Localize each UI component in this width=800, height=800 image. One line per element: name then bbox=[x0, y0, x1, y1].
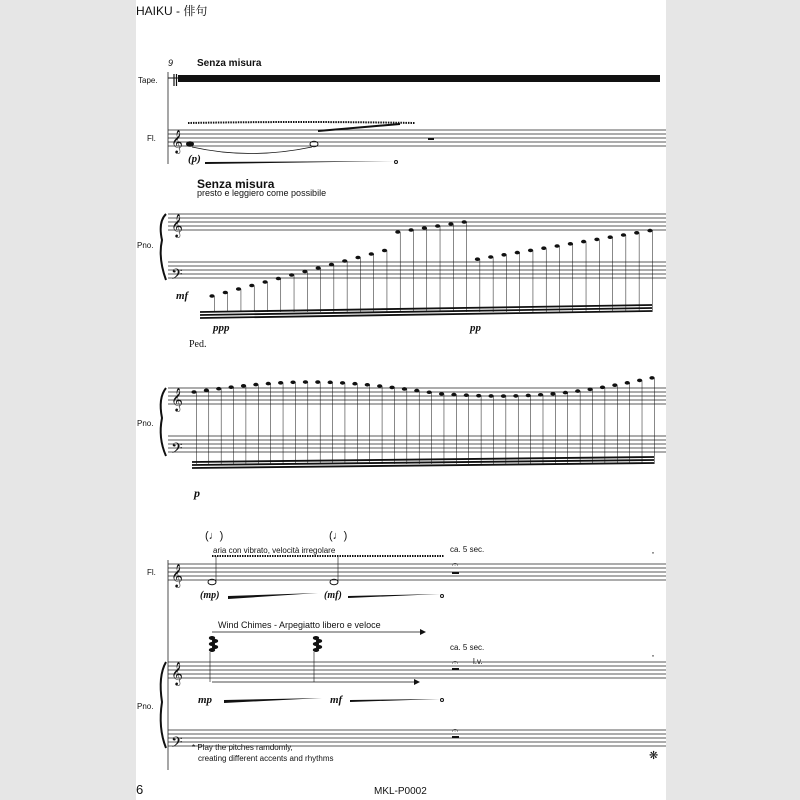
piano-note bbox=[223, 291, 228, 295]
dynamic-flute-p: (p) bbox=[188, 153, 201, 165]
flute-note-value-2: (♩) bbox=[329, 530, 348, 542]
piano-note bbox=[241, 384, 246, 388]
piano-note bbox=[427, 390, 432, 394]
piano-note bbox=[608, 235, 613, 239]
bass-clef: 𝄢 bbox=[171, 440, 183, 461]
hairpin bbox=[205, 161, 395, 164]
niente-circle bbox=[441, 595, 444, 598]
piano-note bbox=[464, 393, 469, 397]
piano-note bbox=[488, 394, 493, 398]
flute-dynamic-mp: (mp) bbox=[200, 590, 220, 601]
piano-note bbox=[236, 287, 241, 291]
piano-note bbox=[229, 385, 234, 389]
catalog-number: MKL-P0002 bbox=[374, 786, 427, 797]
piano-note bbox=[369, 252, 374, 256]
piano-note bbox=[315, 380, 320, 384]
piano-note bbox=[448, 222, 453, 226]
piano-note bbox=[600, 386, 605, 390]
treble-clef: 𝄞 bbox=[171, 661, 183, 685]
instrument-piano-2: Pno. bbox=[137, 419, 154, 428]
piano-note bbox=[439, 392, 444, 396]
piano-bass-staff-2 bbox=[168, 436, 666, 452]
piano-note bbox=[488, 255, 493, 259]
piano-note bbox=[342, 259, 347, 263]
piano-note bbox=[501, 253, 506, 257]
piano-note bbox=[414, 389, 419, 393]
piano-note bbox=[209, 294, 214, 298]
piano-note bbox=[435, 224, 440, 228]
bass-clef: 𝄢 bbox=[171, 734, 183, 755]
piano-note bbox=[216, 387, 221, 391]
arrow-head bbox=[420, 629, 426, 635]
piano-treble-staff-3 bbox=[168, 662, 666, 678]
footnote-symbol: ❋ bbox=[649, 750, 659, 762]
piano-dynamic-mf: mf bbox=[330, 694, 343, 706]
fermata: 𝄐 bbox=[452, 558, 459, 571]
piano-note bbox=[377, 384, 382, 388]
tape-bar bbox=[178, 75, 660, 82]
piano-note bbox=[563, 391, 568, 395]
piano-note bbox=[528, 249, 533, 253]
tempo-piano: Senza misura bbox=[197, 177, 275, 191]
instrument-piano: Pno. bbox=[137, 241, 154, 250]
piano-bass-staff bbox=[168, 262, 666, 278]
tempo-piano-sub: presto e leggiero come possibile bbox=[197, 188, 327, 198]
piece-title: HAIKU - 俳句 bbox=[136, 4, 208, 18]
piano-note bbox=[451, 393, 456, 397]
piano-note bbox=[501, 394, 506, 398]
rest bbox=[428, 138, 434, 140]
piano-note bbox=[365, 383, 370, 387]
piano-note bbox=[515, 251, 520, 255]
piano-note bbox=[204, 389, 209, 393]
piano-note bbox=[302, 270, 307, 274]
piano-note bbox=[266, 382, 271, 386]
pedal-mark: Ped. bbox=[189, 339, 207, 350]
instrument-tape: Tape. bbox=[138, 76, 158, 85]
piano-note bbox=[289, 273, 294, 277]
flute-note bbox=[186, 141, 194, 147]
trill-line bbox=[188, 122, 415, 123]
piano-dot: · bbox=[651, 648, 655, 662]
instrument-flute-2: Fl. bbox=[147, 568, 156, 577]
piano-note bbox=[594, 238, 599, 242]
flute-duration: ca. 5 sec. bbox=[450, 545, 485, 554]
flute-dot: · bbox=[651, 545, 655, 559]
rest bbox=[452, 572, 459, 574]
piano-note bbox=[191, 390, 196, 394]
dynamic-piano-mf: mf bbox=[176, 290, 189, 302]
footnote-line-1: * Play the pitches ramdomly, bbox=[192, 743, 293, 752]
piano-note bbox=[290, 380, 295, 384]
piano-brace bbox=[161, 388, 166, 456]
tie bbox=[192, 147, 312, 154]
piano-note bbox=[253, 383, 258, 387]
piano-note bbox=[538, 393, 543, 397]
treble-clef: 𝄞 bbox=[171, 563, 183, 587]
footnote-line-2: creating different accents and rhythms bbox=[198, 754, 334, 763]
piano-note bbox=[402, 387, 407, 391]
piano-note bbox=[422, 226, 427, 230]
piano-note bbox=[621, 233, 626, 237]
piano-note bbox=[475, 257, 480, 261]
hairpin bbox=[224, 698, 322, 703]
dynamic-piano-ppp: ppp bbox=[213, 322, 230, 334]
piano-note bbox=[262, 280, 267, 284]
piano-note bbox=[352, 382, 357, 386]
flute-dynamic-mf: (mf) bbox=[324, 590, 342, 601]
instrument-flute: Fl. bbox=[147, 134, 156, 143]
measure-number: 9 bbox=[168, 58, 174, 68]
piano-note bbox=[303, 380, 308, 384]
piano-note bbox=[541, 246, 546, 250]
piano-note bbox=[637, 379, 642, 383]
hairpin bbox=[348, 594, 440, 598]
piano-note bbox=[382, 249, 387, 253]
treble-clef: 𝄞 bbox=[171, 129, 183, 153]
piano-duration: ca. 5 sec. bbox=[450, 643, 485, 652]
piano-note bbox=[513, 394, 518, 398]
piano-note bbox=[625, 381, 630, 385]
piano-note bbox=[550, 392, 555, 396]
bass-clef: 𝄢 bbox=[171, 266, 183, 287]
fermata: 𝄐 bbox=[452, 724, 459, 737]
cluster-note bbox=[313, 636, 319, 640]
piano-instruction: Wind Chimes - Arpegiatto libero e veloce bbox=[218, 620, 381, 630]
piano-note bbox=[340, 381, 345, 385]
piano-brace bbox=[161, 662, 166, 748]
piano-note bbox=[278, 381, 283, 385]
piano-note bbox=[526, 394, 531, 398]
piano-note bbox=[588, 388, 593, 392]
piano-note bbox=[328, 381, 333, 385]
piano-note bbox=[575, 389, 580, 393]
piano-note bbox=[612, 383, 617, 387]
piano-lv: l.v. bbox=[473, 657, 483, 666]
fermata: 𝄐 bbox=[452, 656, 459, 669]
arrow-head bbox=[414, 679, 420, 685]
piano-dynamic-mp: mp bbox=[198, 694, 213, 706]
piano-note bbox=[408, 228, 413, 232]
flute-instruction: aria con vibrato, velocità irregolare bbox=[213, 546, 336, 555]
piano-note bbox=[649, 376, 654, 380]
page-number: 6 bbox=[136, 782, 144, 797]
piano-note bbox=[329, 263, 334, 267]
piano-note bbox=[355, 256, 360, 260]
piano-note bbox=[395, 230, 400, 234]
piano-brace bbox=[161, 214, 166, 280]
tempo-tape: Senza misura bbox=[197, 58, 262, 69]
treble-clef: 𝄞 bbox=[171, 213, 183, 237]
flute-staff-2 bbox=[168, 564, 666, 580]
hairpin bbox=[350, 699, 440, 702]
piano-note bbox=[276, 277, 281, 281]
dynamic-piano-pp: pp bbox=[470, 322, 481, 334]
piano-note bbox=[476, 394, 481, 398]
niente-circle bbox=[441, 699, 444, 702]
cluster-note bbox=[209, 636, 215, 640]
piano-treble-staff bbox=[168, 214, 666, 230]
piano-note bbox=[249, 284, 254, 288]
dynamic-piano-p: p bbox=[194, 486, 200, 500]
piano-note bbox=[389, 386, 394, 390]
hairpin bbox=[228, 593, 318, 599]
flute-staff bbox=[168, 130, 666, 146]
piano-note bbox=[634, 231, 639, 235]
niente-circle bbox=[395, 161, 398, 164]
piano-note bbox=[647, 229, 652, 233]
treble-clef: 𝄞 bbox=[171, 387, 183, 411]
flute-note-value-1: (♩) bbox=[205, 530, 224, 542]
piano-note bbox=[462, 220, 467, 224]
instrument-piano-3: Pno. bbox=[137, 702, 154, 711]
piano-note bbox=[568, 242, 573, 246]
piano-note bbox=[581, 240, 586, 244]
piano-note bbox=[316, 266, 321, 270]
piano-note bbox=[554, 244, 559, 248]
